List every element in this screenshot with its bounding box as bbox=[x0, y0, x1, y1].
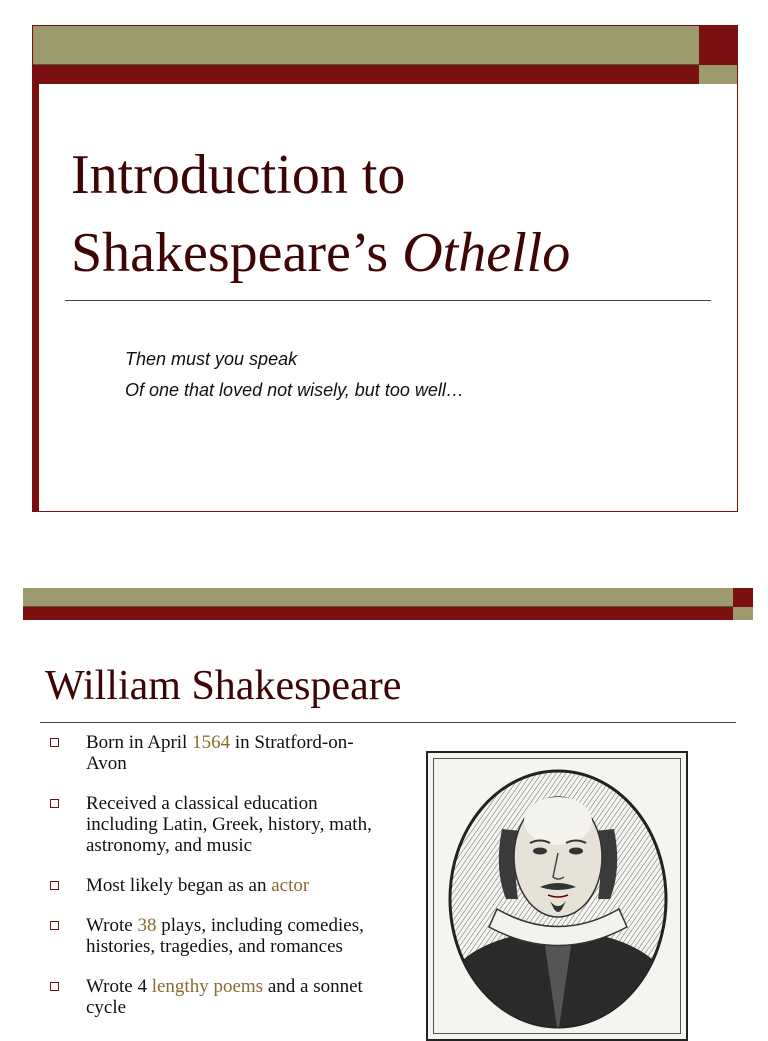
title-line-2-prefix: Shakespeare’s bbox=[71, 222, 403, 284]
bullet-text: Wrote 4 bbox=[86, 976, 152, 997]
bullet-list bbox=[48, 732, 378, 1037]
epigraph-line-1: Then must you speak bbox=[125, 349, 298, 369]
bullet-text: and a sonnet cycle bbox=[86, 976, 363, 1018]
bullet-item bbox=[48, 793, 378, 856]
bullet-text: plays, including comedies, histories, tragedies, and romances bbox=[86, 915, 364, 957]
bullet-text: in Stratford-on-Avon bbox=[86, 732, 354, 774]
slide2-title-divider bbox=[40, 722, 736, 723]
header-maroon-bar bbox=[33, 65, 699, 84]
bullet-highlight-text: lengthy poems bbox=[151, 976, 264, 997]
bullet-square-icon bbox=[50, 738, 59, 747]
epigraph bbox=[125, 344, 464, 406]
bullet-square-icon bbox=[50, 982, 59, 991]
bullet-square-icon bbox=[50, 881, 59, 890]
shakespeare-portrait-icon bbox=[434, 759, 682, 1035]
header-maroon-square bbox=[699, 26, 737, 65]
bullet-highlight-text: 1564 bbox=[192, 732, 231, 753]
bullet-item bbox=[48, 915, 378, 957]
header-olive-bar bbox=[33, 26, 699, 65]
bullet-item bbox=[48, 875, 378, 896]
slide2-title: William Shakespeare bbox=[45, 663, 402, 709]
title-divider bbox=[65, 300, 711, 301]
title-line-2-italic: Othello bbox=[402, 222, 571, 284]
header-olive-square bbox=[699, 65, 737, 84]
bullet-highlight-text: actor bbox=[271, 875, 310, 896]
slide2-header-olive-square bbox=[733, 607, 753, 620]
bullet-square-icon bbox=[50, 799, 59, 808]
bullet-text: Wrote bbox=[86, 915, 138, 936]
left-accent-bar bbox=[33, 84, 39, 512]
bullet-text: Born in April bbox=[86, 732, 193, 753]
portrait-frame bbox=[426, 751, 688, 1041]
bullet-text: Most likely began as an bbox=[86, 875, 272, 896]
slide2-header-maroon-square bbox=[733, 588, 753, 607]
bullet-highlight-text: 38 bbox=[137, 915, 157, 936]
bullet-item bbox=[48, 976, 378, 1018]
slide-title bbox=[71, 136, 711, 292]
slide2-header-maroon-bar bbox=[23, 607, 733, 620]
slide2-header-olive-bar bbox=[23, 588, 733, 607]
bullet-text: Received a classical education including Latin, Greek, history, math, astronomy, and music bbox=[86, 793, 372, 856]
portrait-inner-border bbox=[433, 758, 681, 1034]
title-line-1: Introduction to bbox=[71, 144, 406, 206]
title-slide bbox=[32, 25, 738, 512]
bullet-item bbox=[48, 732, 378, 774]
epigraph-line-2: Of one that loved not wisely, but too well… bbox=[125, 380, 464, 400]
bullet-square-icon bbox=[50, 921, 59, 930]
